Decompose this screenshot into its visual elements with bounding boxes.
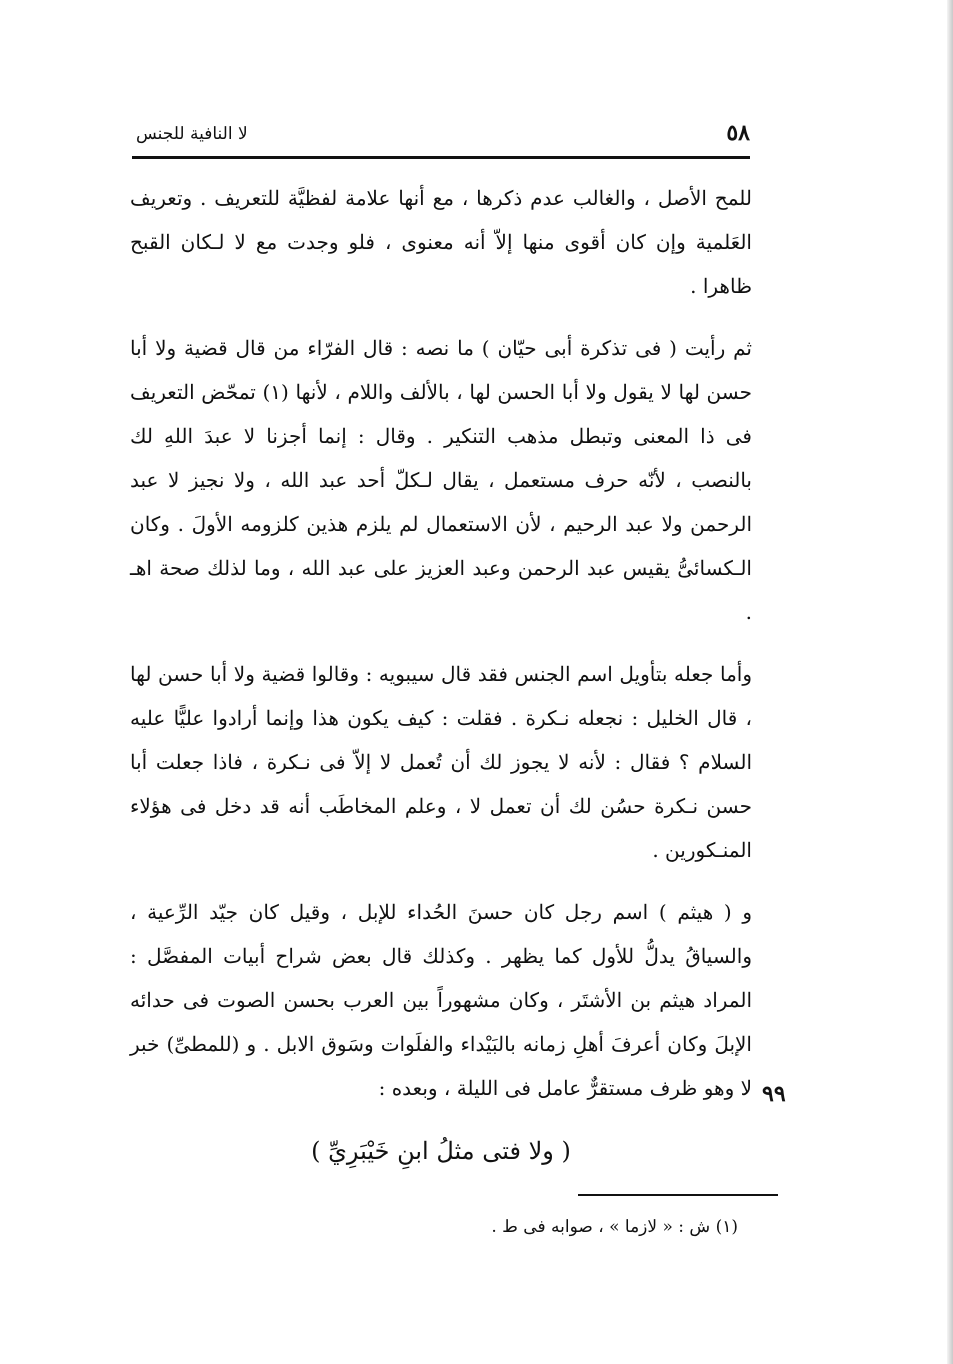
footnote: (١) ش : « لازما » ، صوابه فى ط . xyxy=(491,1217,738,1237)
page-header xyxy=(132,118,750,154)
paragraph: وأما جعله بتأويل اسم الجنس فقد قال سيبويه : وقالوا قضية ولا أبا حسن لها ، قال الخليل : نجعله نـكرة . فقلت : كيف يكون هذا وإنما أرادوا عليًّا عليه السلام ؟ فقال : لأنه لا يجوز لك أن تُعمل لا إلاّ فى نـكرة ، فاذا جعلت أبا حسن نـكرة حسُن لك أن تعمل لا ، وعلم المخاطَب أنه قد دخل فى هؤلاء المنـكورين . xyxy=(130,662,752,862)
main-text xyxy=(130,176,752,1128)
margin-verse-number: ٩٩ xyxy=(762,1081,786,1107)
running-head: لا النافية للجنس xyxy=(136,124,248,144)
paragraph: و ( هيثم ) اسم رجل كان حسنَ الحُداء للإبل ، وقيل كان جيّد الرِّعية ، والسياقُ يدلُّ للأول كما يظهر . وكذلك قال بعض شراح أبيات المفصَّل : المراد هيثم بن الأشتَر ، وكان مشهوراً بين العرب بحسن الصوت فى حدائه الإبلَ وكان أعرفَ أهلِ زمانه بالبَيْداء والفلَوات وسَوق الابل . و (للمطىِّ) خبر لا وهو ظرف مستقرٌّ عامل فى الليلة ، وبعده : xyxy=(130,900,752,1100)
header-rule xyxy=(132,156,750,159)
page-number: ٥٨ xyxy=(726,120,750,146)
scan-edge xyxy=(947,0,953,1364)
poetry-verse: ( ولا فتى مثلُ ابنِ خَيْبَرِيِّ ) xyxy=(311,1137,571,1165)
paragraph: ثم رأيت ( فى تذكرة أبى حيّان ) ما نصه : قال الفرّاء من قال قضية ولا أبا حسن لها لا يقول ولا أبا الحسن لها ، بالألف واللام ، لأنها (١) تمحّض التعريف فى ذا المعنى وتبطل مذهب التنكير . وقال : إنما أجزنا لا عبدَ اللهِ لك بالنصب ، لأنّه حرف مستعمل ، يقال لـكلّ أحد عبد الله ، ولا نجيز لا عبد الرحمن ولا عبد الرحيم ، لأن الاستعمال لم يلزم هذين كلزومه الأولَ . وكان الـكسائىُّ يقيس عبد الرحمن وعبد العزيز على عبد الله ، وما لذلك صحة اهـ . xyxy=(130,336,752,624)
footnote-rule xyxy=(578,1194,778,1196)
paragraph: للمح الأصل ، والغالب عدم ذكرها ، مع أنها علامة لفظيَّة للتعريف . وتعريف العَلمية وإن كان أقوى منها إلاّ أنه معنوى ، فلو وجدت مع لا لـكان القبح ظاهرا . xyxy=(130,186,752,298)
